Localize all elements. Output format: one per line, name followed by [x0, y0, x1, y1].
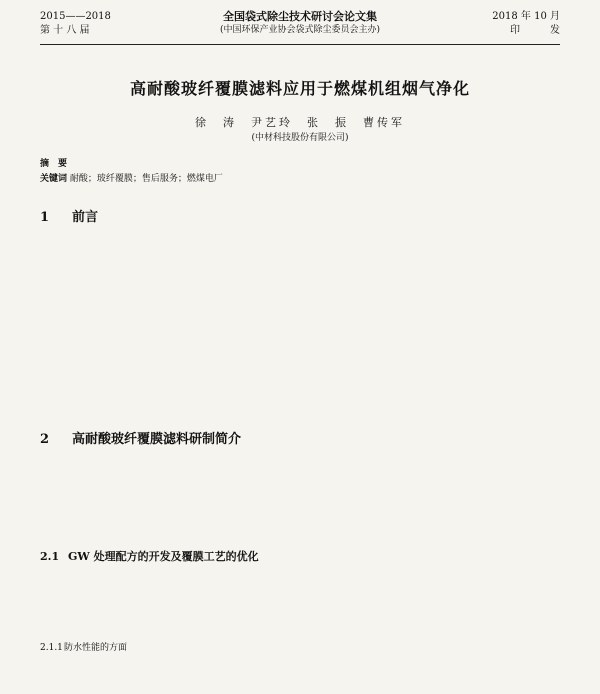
header-center: [170, 10, 430, 37]
subsubsection-title: 防水性能的方面: [64, 643, 128, 653]
keywords-text: 耐酸；玻纤覆膜；售后服务；燃煤电厂: [69, 174, 223, 184]
subsubsection-heading-2-1-1: [40, 640, 127, 653]
section-heading-1: [40, 206, 98, 225]
keywords-row: [40, 173, 560, 186]
header-rule: [40, 44, 560, 45]
paper-title: 高耐酸玻纤覆膜滤料应用于燃煤机组烟气净化: [129, 79, 470, 98]
subsection-heading-2-1: [40, 548, 259, 564]
header-right: [492, 10, 560, 38]
subsubsection-number: 2.1.1: [40, 643, 63, 653]
keywords-label: 关键词: [40, 174, 68, 184]
header-date: 2018 年 10 月: [492, 11, 560, 22]
header-session: 第 十 八 届: [40, 25, 90, 36]
section-number: 1: [40, 210, 50, 225]
section-title: 前言: [72, 210, 99, 225]
header-left: [40, 10, 111, 38]
proceedings-title: 全国袋式除尘技术研讨会论文集: [223, 10, 377, 23]
paper-authors: 徐 涛 尹艺玲 张 振 曹传军: [195, 116, 405, 129]
subsection-title: GW 处理配方的开发及覆膜工艺的优化: [68, 550, 259, 563]
section-title: 高耐酸玻纤覆膜滤料研制简介: [72, 432, 242, 447]
proceedings-organizer: (中国环保产业协会袋式除尘委员会主办): [219, 25, 381, 35]
abstract-label: 摘 要: [40, 159, 68, 169]
header-year-range: 2015——2018: [40, 11, 111, 22]
running-header: [40, 10, 560, 54]
paper-affiliation: (中材科技股份有限公司): [251, 133, 349, 143]
abstract-row: [40, 158, 560, 171]
section-number: 2: [40, 432, 50, 447]
abstract-block: [40, 158, 560, 188]
header-print-note: 印 发: [510, 25, 560, 36]
section-heading-2: [40, 428, 241, 447]
subsection-number: 2.1: [40, 550, 60, 563]
